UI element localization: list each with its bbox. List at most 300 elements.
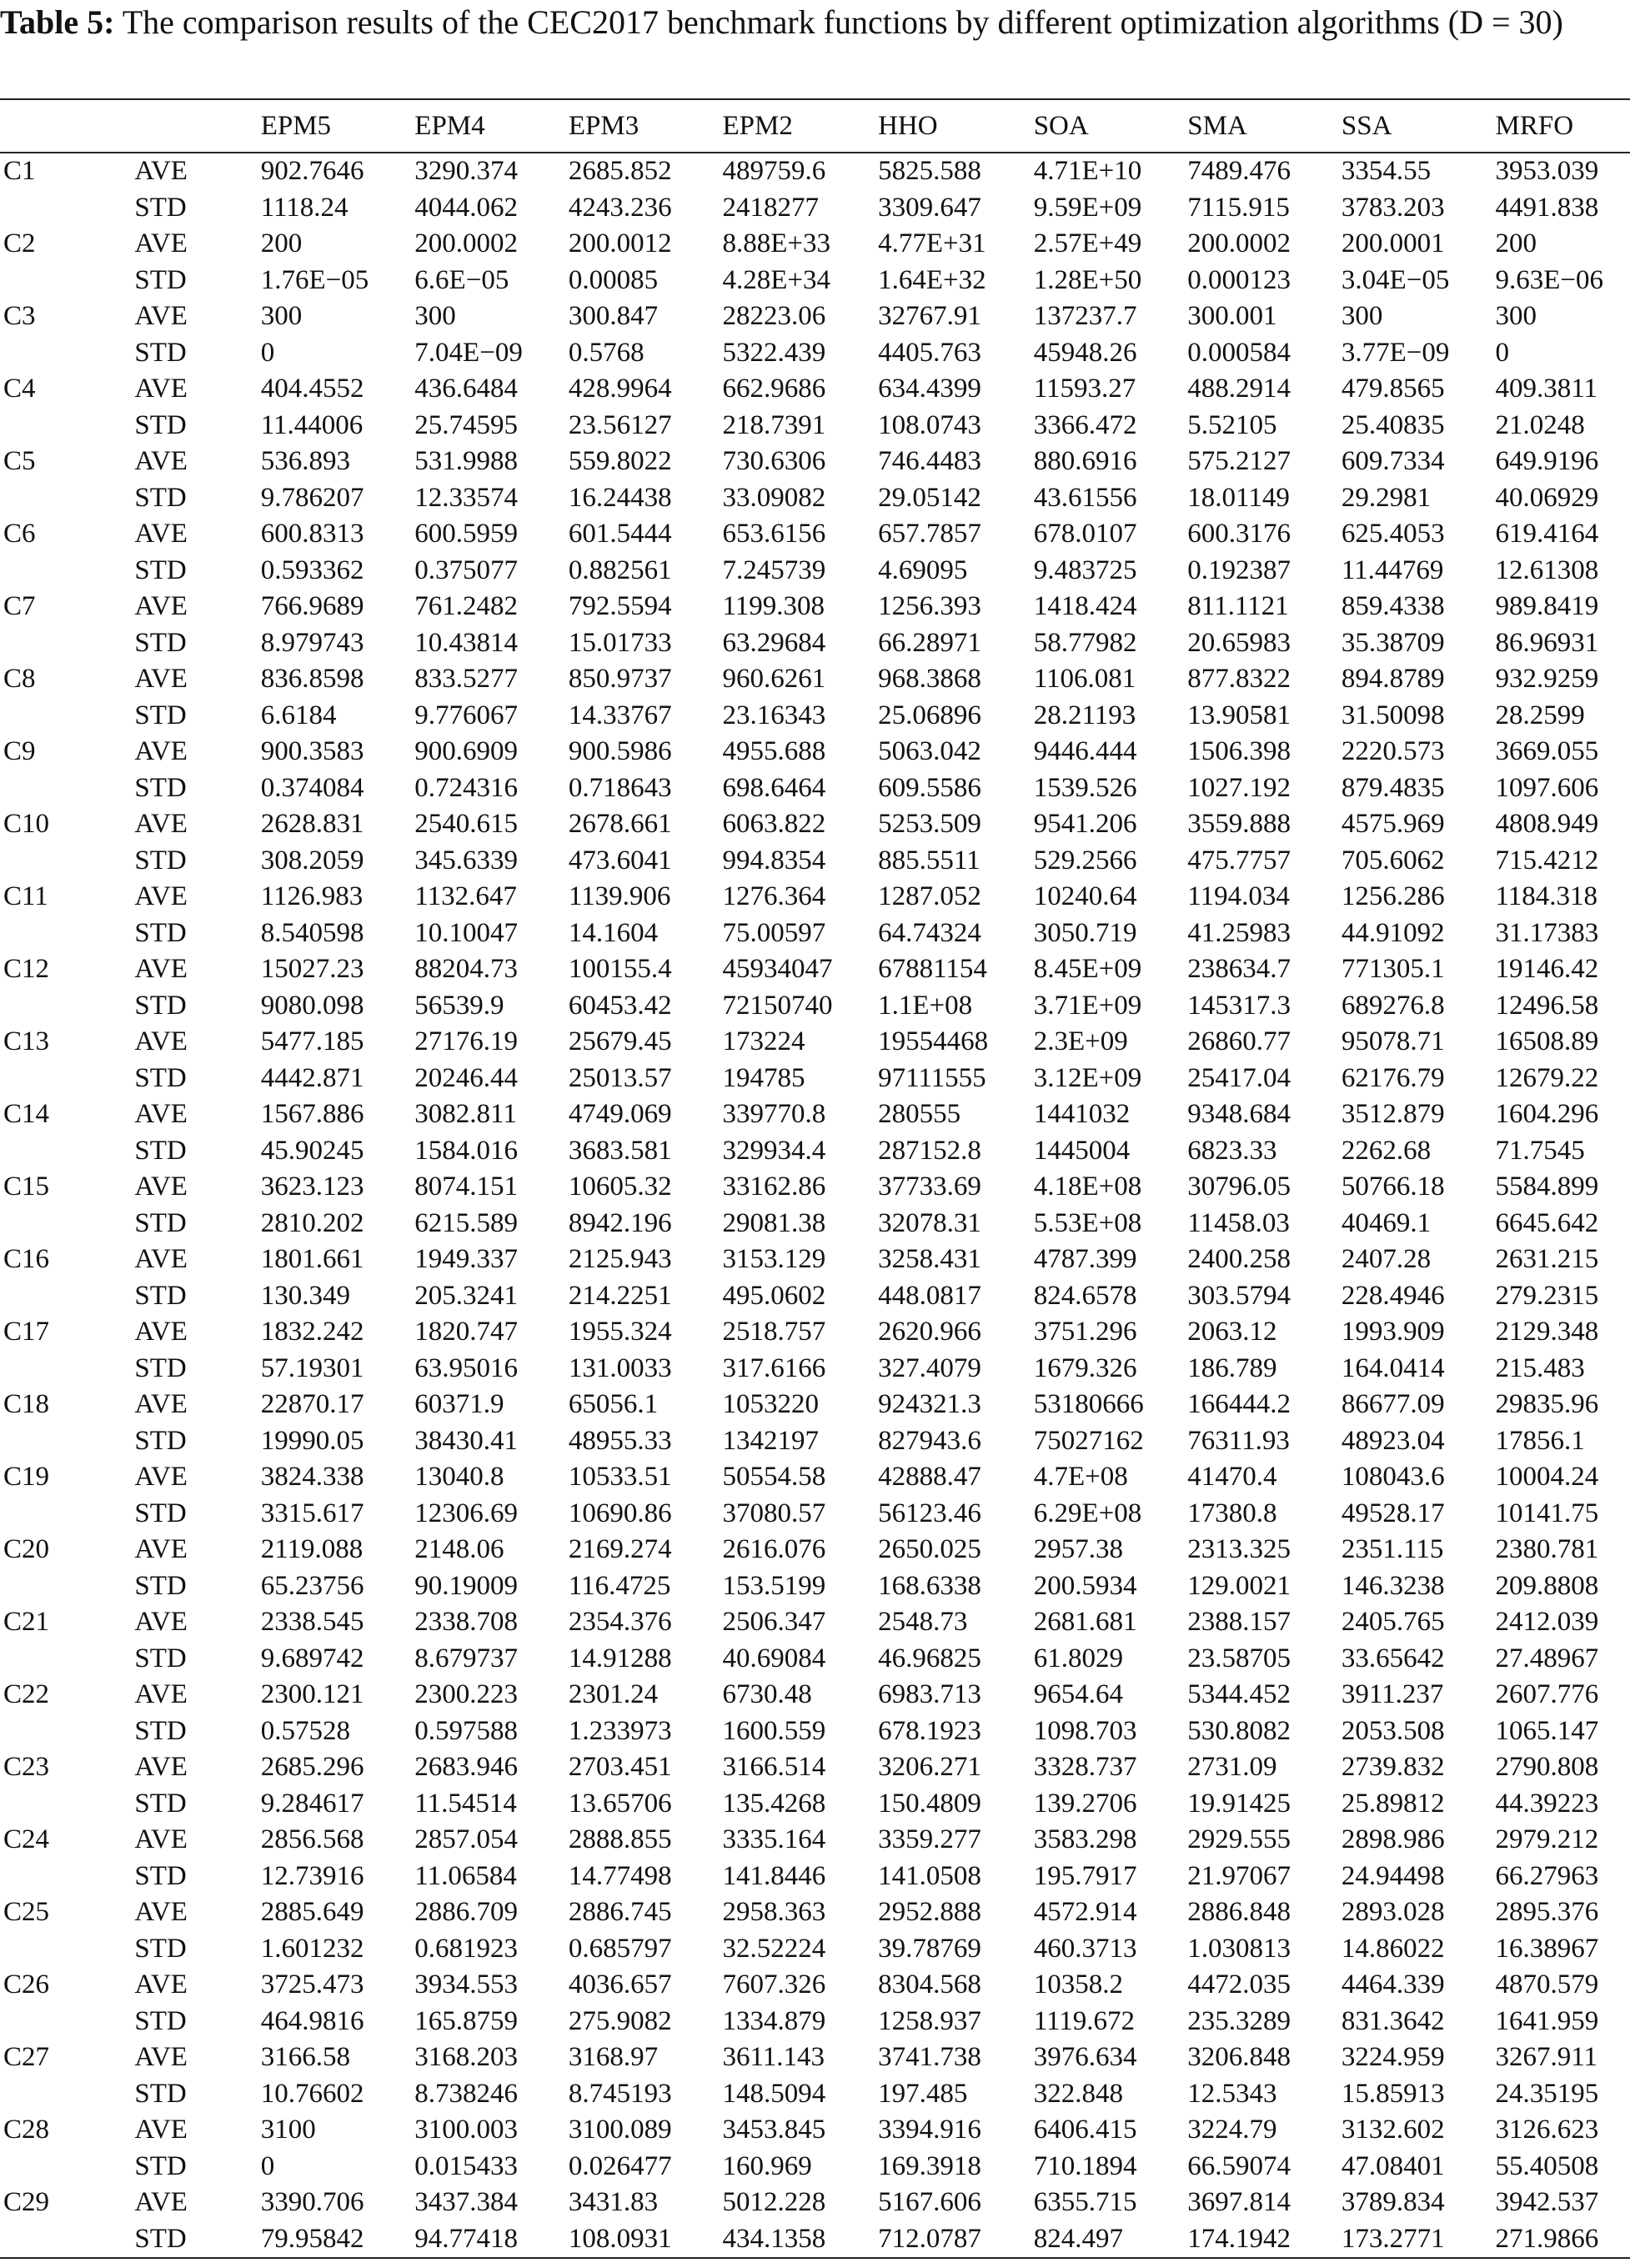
value-cell: 900.5986 [568, 736, 672, 767]
value-cell: 479.8565 [1341, 374, 1445, 404]
value-cell: 2628.831 [260, 809, 364, 840]
value-cell: 10141.75 [1495, 1498, 1599, 1528]
value-cell: 195.7917 [1033, 1860, 1137, 1891]
value-cell: 1256.286 [1341, 881, 1445, 912]
statistic-label: STD [134, 1352, 187, 1383]
value-cell: 2885.649 [260, 1897, 364, 1928]
value-cell: 37733.69 [878, 1172, 981, 1202]
value-cell: 2895.376 [1495, 1897, 1599, 1928]
value-cell: 150.4809 [878, 1788, 981, 1819]
value-cell: 135.4268 [722, 1788, 826, 1819]
statistic-label: AVE [134, 1752, 188, 1783]
value-cell: 2506.347 [722, 1607, 826, 1638]
value-cell: 2518.757 [722, 1317, 826, 1347]
statistic-label: STD [134, 337, 187, 368]
table-row [0, 916, 1630, 952]
value-cell: 15027.23 [260, 954, 364, 985]
value-cell: 11593.27 [1033, 374, 1136, 404]
value-cell: 4808.949 [1495, 809, 1599, 840]
value-cell: 6645.642 [1495, 1207, 1599, 1238]
table-row [0, 1641, 1630, 1678]
value-cell: 5584.899 [1495, 1172, 1599, 1202]
table-row [0, 1967, 1630, 2004]
value-cell: 8074.151 [414, 1172, 519, 1202]
value-cell: 1567.886 [260, 1099, 364, 1130]
table-row [0, 553, 1630, 590]
value-cell: 66.59074 [1187, 2150, 1291, 2181]
value-cell: 66.28971 [878, 627, 981, 658]
value-cell: 60453.42 [568, 990, 672, 1021]
value-cell: 166444.2 [1187, 1389, 1291, 1420]
statistic-label: AVE [134, 736, 188, 767]
value-cell: 730.6306 [722, 446, 826, 477]
value-cell: 30796.05 [1187, 1172, 1291, 1202]
value-cell: 529.2566 [1033, 845, 1137, 876]
statistic-label: AVE [134, 519, 188, 549]
value-cell: 40.69084 [722, 1643, 826, 1673]
value-cell: 3.71E+09 [1033, 990, 1142, 1021]
column-header: SMA [1187, 99, 1342, 153]
statistic-label: AVE [134, 1897, 188, 1928]
value-cell: 75027162 [1033, 1425, 1144, 1456]
column-header: SSA [1342, 99, 1496, 153]
value-cell: 9348.684 [1187, 1099, 1291, 1130]
value-cell: 2958.363 [722, 1897, 826, 1928]
value-cell: 45948.26 [1033, 337, 1137, 368]
value-cell: 46.96825 [878, 1643, 981, 1673]
value-cell: 2810.202 [260, 1207, 364, 1238]
value-cell: 32767.91 [878, 301, 981, 332]
value-cell: 4.77E+31 [878, 228, 986, 259]
value-cell: 20.65983 [1187, 627, 1291, 658]
value-cell: 3559.888 [1187, 809, 1291, 840]
statistic-label: AVE [134, 2042, 188, 2073]
value-cell: 924321.3 [878, 1389, 981, 1420]
function-label [0, 1931, 134, 1968]
value-cell: 148.5094 [722, 2078, 826, 2109]
value-cell: 3100 [260, 2115, 316, 2145]
value-cell: 409.3811 [1495, 374, 1598, 404]
value-cell: 6.6184 [260, 700, 337, 730]
table-row [0, 1242, 1630, 1278]
value-cell: 280555 [878, 1099, 961, 1130]
value-cell: 13.90581 [1187, 700, 1291, 730]
value-cell: 16.24438 [568, 482, 672, 513]
value-cell: 4.18E+08 [1033, 1172, 1142, 1202]
table-row [0, 1859, 1630, 1895]
value-cell: 2683.946 [414, 1752, 519, 1783]
statistic-label: AVE [134, 1172, 188, 1202]
table-row [0, 2112, 1630, 2149]
table-row [0, 1169, 1630, 1206]
statistic-label: AVE [134, 156, 188, 187]
value-cell: 824.497 [1034, 2221, 1188, 2259]
value-cell: 836.8598 [260, 664, 364, 695]
value-cell: 15.01733 [568, 627, 672, 658]
statistic-label: AVE [134, 1462, 188, 1493]
function-label [0, 916, 134, 952]
function-label [0, 988, 134, 1025]
value-cell: 86.96931 [1495, 627, 1599, 658]
value-cell: 53180666 [1033, 1389, 1144, 1420]
value-cell: 2548.73 [878, 1607, 968, 1638]
value-cell: 9541.206 [1033, 809, 1137, 840]
value-cell: 11.06584 [414, 1860, 517, 1891]
value-cell: 859.4338 [1341, 591, 1445, 622]
value-cell: 218.7391 [722, 409, 826, 440]
value-cell: 10.10047 [414, 917, 519, 948]
value-cell: 2262.68 [1341, 1135, 1432, 1166]
value-cell: 1119.672 [1033, 2005, 1136, 2036]
value-cell: 2338.708 [414, 1607, 519, 1638]
statistic-label: AVE [134, 1099, 188, 1130]
table-row [0, 299, 1630, 335]
value-cell: 600.3176 [1187, 519, 1291, 549]
function-label: C10 [3, 809, 50, 840]
value-cell: 575.2127 [1187, 446, 1291, 477]
value-cell: 4787.399 [1033, 1244, 1137, 1275]
value-cell: 141.0508 [878, 1860, 981, 1891]
value-cell: 2607.776 [1495, 1679, 1599, 1710]
value-cell: 9.786207 [260, 482, 364, 513]
value-cell: 164.0414 [1341, 1352, 1445, 1383]
table-row [0, 444, 1630, 480]
table-row [0, 843, 1630, 880]
value-cell: 45.90245 [260, 1135, 364, 1166]
table-row [0, 1133, 1630, 1170]
value-cell: 56539.9 [414, 990, 504, 1021]
value-cell: 902.7646 [260, 156, 364, 187]
value-cell: 25417.04 [1187, 1062, 1291, 1093]
value-cell: 1065.147 [1495, 1715, 1599, 1746]
value-cell: 1118.24 [260, 192, 349, 223]
value-cell: 2540.615 [414, 809, 519, 840]
value-cell: 5.53E+08 [1033, 1207, 1142, 1238]
value-cell: 3224.959 [1341, 2042, 1445, 2073]
table-row [0, 1314, 1630, 1351]
value-cell: 434.1358 [722, 2221, 878, 2259]
value-cell: 2313.325 [1187, 1534, 1291, 1565]
value-cell: 1027.192 [1187, 772, 1291, 803]
value-cell: 3206.271 [878, 1752, 981, 1783]
value-cell: 25.06896 [878, 700, 981, 730]
value-cell: 5.52105 [1187, 409, 1277, 440]
value-cell: 1.28E+50 [1033, 264, 1142, 295]
value-cell: 317.6166 [722, 1352, 826, 1383]
value-cell: 0.597588 [414, 1715, 519, 1746]
statistic-label: STD [134, 1062, 187, 1093]
value-cell: 1256.393 [878, 591, 981, 622]
table-row [0, 1387, 1630, 1423]
value-cell: 1820.747 [414, 1317, 519, 1347]
value-cell: 0 [260, 2150, 275, 2181]
value-cell: 12.73916 [260, 1860, 364, 1891]
value-cell: 792.5594 [568, 591, 672, 622]
value-cell: 1053220 [722, 1389, 819, 1420]
value-cell: 0.718643 [568, 772, 672, 803]
value-cell: 2169.274 [568, 1534, 672, 1565]
value-cell: 1342197 [722, 1425, 819, 1456]
value-cell: 436.6484 [414, 374, 519, 404]
value-cell: 771305.1 [1341, 954, 1445, 985]
value-cell: 186.789 [1187, 1352, 1277, 1383]
value-cell: 56123.46 [878, 1498, 981, 1528]
value-cell: 2220.573 [1341, 736, 1445, 767]
value-cell: 75.00597 [722, 917, 826, 948]
statistic-label: AVE [134, 1607, 188, 1638]
value-cell: 1.1E+08 [878, 990, 973, 1021]
table-row [0, 1931, 1630, 1968]
value-cell: 7607.326 [722, 1969, 826, 2000]
statistic-label: STD [134, 1788, 187, 1819]
value-cell: 1.601232 [260, 1933, 364, 1964]
value-cell: 3976.634 [1033, 2042, 1137, 2073]
column-header: MRFO [1495, 99, 1630, 153]
value-cell: 1641.959 [1495, 2005, 1599, 2036]
value-cell: 12679.22 [1495, 1062, 1599, 1093]
value-cell: 4575.969 [1341, 809, 1445, 840]
statistic-label: STD [134, 700, 187, 730]
value-cell: 3309.647 [878, 192, 981, 223]
value-cell: 48955.33 [568, 1425, 672, 1456]
value-cell: 72150740 [722, 990, 833, 1021]
value-cell: 19990.05 [260, 1425, 364, 1456]
value-cell: 827943.6 [878, 1425, 981, 1456]
value-cell: 39.78769 [878, 1933, 981, 1964]
value-cell: 0.5768 [568, 337, 644, 368]
value-cell: 1832.242 [260, 1317, 364, 1347]
table-row [0, 1714, 1630, 1750]
table-row [0, 879, 1630, 916]
value-cell: 50554.58 [722, 1462, 826, 1493]
value-cell: 129.0021 [1187, 1570, 1291, 1601]
value-cell: 26860.77 [1187, 1026, 1291, 1057]
function-label [0, 1278, 134, 1315]
value-cell: 2400.258 [1187, 1244, 1291, 1275]
value-cell: 12306.69 [414, 1498, 519, 1528]
value-cell: 9.776067 [414, 700, 519, 730]
function-label [0, 2076, 134, 2113]
value-cell: 33.09082 [722, 482, 826, 513]
value-cell: 705.6062 [1341, 845, 1445, 876]
statistic-label: STD [134, 1425, 187, 1456]
value-cell: 3697.814 [1187, 2187, 1291, 2218]
value-cell: 0.882561 [568, 554, 672, 585]
function-label: C9 [3, 736, 36, 767]
value-cell: 287152.8 [878, 1135, 981, 1166]
table-row [0, 1351, 1630, 1387]
value-cell: 71.7545 [1495, 1135, 1585, 1166]
table-row [0, 1024, 1630, 1061]
value-cell: 8.679737 [414, 1643, 519, 1673]
value-cell: 45934047 [722, 954, 833, 985]
value-cell: 174.1942 [1187, 2221, 1342, 2259]
value-cell: 4870.579 [1495, 1969, 1599, 2000]
value-cell: 279.2315 [1495, 1280, 1599, 1311]
value-cell: 2681.681 [1033, 1607, 1137, 1638]
value-cell: 3258.431 [878, 1244, 981, 1275]
statistic-label: AVE [134, 881, 188, 912]
value-cell: 300.001 [1187, 301, 1277, 332]
value-cell: 86677.09 [1341, 1389, 1445, 1420]
statistic-label: AVE [134, 228, 188, 259]
value-cell: 5825.588 [878, 156, 981, 187]
function-label: C27 [3, 2042, 50, 2073]
value-cell: 1098.703 [1033, 1715, 1137, 1746]
value-cell: 712.0787 [878, 2221, 1034, 2259]
value-cell: 8.979743 [260, 627, 364, 658]
value-cell: 14.33767 [568, 700, 672, 730]
table-row [0, 1278, 1630, 1315]
value-cell: 3783.203 [1341, 192, 1445, 223]
value-cell: 811.1121 [1187, 591, 1289, 622]
table-row [0, 1206, 1630, 1242]
value-cell: 165.8759 [414, 2005, 519, 2036]
value-cell: 2380.781 [1495, 1534, 1599, 1565]
value-cell: 25.74595 [414, 409, 519, 440]
table-row [0, 371, 1630, 408]
statistic-label: STD [134, 2150, 187, 2181]
value-cell: 6983.713 [878, 1679, 981, 1710]
value-cell: 2405.765 [1341, 1607, 1445, 1638]
function-label [0, 698, 134, 735]
value-cell: 10240.64 [1033, 881, 1137, 912]
value-cell: 2148.06 [414, 1534, 504, 1565]
value-cell: 3431.83 [568, 2187, 659, 2218]
table-row [0, 988, 1630, 1025]
value-cell: 57.19301 [260, 1352, 364, 1383]
value-cell: 710.1894 [1033, 2150, 1137, 2181]
function-label [0, 1351, 134, 1387]
value-cell: 238634.7 [1187, 954, 1291, 985]
function-label [0, 2004, 134, 2040]
value-cell: 3335.164 [722, 1824, 826, 1855]
value-cell: 900.3583 [260, 736, 364, 767]
value-cell: 4955.688 [722, 736, 826, 767]
value-cell: 153.5199 [722, 1570, 826, 1601]
value-cell: 10533.51 [568, 1462, 672, 1493]
function-label [0, 1496, 134, 1533]
value-cell: 2739.832 [1341, 1752, 1445, 1783]
value-cell: 8.45E+09 [1033, 954, 1142, 985]
value-cell: 2.57E+49 [1033, 228, 1142, 259]
value-cell: 14.86022 [1341, 1933, 1445, 1964]
column-header: SOA [1034, 99, 1188, 153]
value-cell: 609.7334 [1341, 446, 1445, 477]
statistic-label: STD [134, 264, 187, 295]
value-cell: 3824.338 [260, 1462, 364, 1493]
column-header: EPM5 [261, 99, 415, 153]
value-cell: 1955.324 [568, 1317, 672, 1347]
value-cell: 3082.811 [414, 1099, 517, 1130]
statistic-label: STD [134, 1280, 187, 1311]
statistic-label: AVE [134, 1969, 188, 2000]
value-cell: 460.3713 [1033, 1933, 1137, 1964]
value-cell: 41.25983 [1187, 917, 1291, 948]
column-header: EPM2 [722, 99, 878, 153]
value-cell: 24.35195 [1495, 2078, 1599, 2109]
function-label: C7 [3, 591, 36, 622]
value-cell: 2957.38 [1033, 1534, 1123, 1565]
value-cell: 19.91425 [1187, 1788, 1291, 1819]
value-cell: 662.9686 [722, 374, 826, 404]
value-cell: 3942.537 [1495, 2187, 1599, 2218]
statistic-label: AVE [134, 1534, 188, 1565]
function-label: C24 [3, 1824, 50, 1855]
function-label: C5 [3, 446, 36, 477]
table-row [0, 190, 1630, 227]
value-cell: 2407.28 [1341, 1244, 1432, 1275]
value-cell: 23.56127 [568, 409, 672, 440]
value-cell: 1679.326 [1033, 1352, 1137, 1383]
function-label: C28 [3, 2115, 50, 2145]
value-cell: 137237.7 [1033, 301, 1137, 332]
value-cell: 1139.906 [568, 881, 671, 912]
value-cell: 63.95016 [414, 1352, 519, 1383]
value-cell: 58.77982 [1033, 627, 1137, 658]
value-cell: 3290.374 [414, 156, 519, 187]
value-cell: 634.4399 [878, 374, 981, 404]
statistic-label: AVE [134, 2115, 188, 2145]
value-cell: 3789.834 [1341, 2187, 1445, 2218]
value-cell: 824.6578 [1033, 1280, 1137, 1311]
value-cell: 2886.745 [568, 1897, 672, 1928]
value-cell: 16508.89 [1495, 1026, 1599, 1057]
value-cell: 495.0602 [722, 1280, 826, 1311]
function-label: C13 [3, 1026, 50, 1057]
value-cell: 894.8789 [1341, 664, 1445, 695]
value-cell: 9654.64 [1033, 1679, 1123, 1710]
statistic-label: STD [134, 1135, 187, 1166]
value-cell: 900.6909 [414, 736, 519, 767]
function-label [0, 1133, 134, 1170]
function-label: C22 [3, 1679, 50, 1710]
table-row [0, 516, 1630, 553]
value-cell: 145317.3 [1187, 990, 1291, 1021]
value-cell: 4243.236 [568, 192, 672, 223]
value-cell: 2952.888 [878, 1897, 981, 1928]
value-cell: 197.485 [878, 2078, 968, 2109]
value-cell: 3583.298 [1033, 1824, 1137, 1855]
value-cell: 877.8322 [1187, 664, 1291, 695]
value-cell: 1.030813 [1187, 1933, 1291, 1964]
header-row [0, 99, 1630, 153]
value-cell: 6215.589 [414, 1207, 519, 1238]
value-cell: 4036.657 [568, 1969, 672, 2000]
value-cell: 2053.508 [1341, 1715, 1445, 1746]
value-cell: 2857.054 [414, 1824, 519, 1855]
statistic-label: STD [134, 2221, 260, 2259]
value-cell: 42888.47 [878, 1462, 981, 1493]
statistic-label: STD [134, 990, 187, 1021]
value-cell: 2893.028 [1341, 1897, 1445, 1928]
value-cell: 1.76E−05 [260, 264, 369, 295]
value-cell: 1106.081 [1033, 664, 1136, 695]
value-cell: 3611.143 [722, 2042, 825, 2073]
value-cell: 536.893 [260, 446, 350, 477]
value-cell: 879.4835 [1341, 772, 1445, 803]
value-cell: 10358.2 [1033, 1969, 1123, 2000]
value-cell: 40.06929 [1495, 482, 1599, 513]
value-cell: 7.04E−09 [414, 337, 523, 368]
value-cell: 228.4946 [1341, 1280, 1445, 1311]
value-cell: 1126.983 [260, 881, 364, 912]
value-cell: 404.4552 [260, 374, 364, 404]
value-cell: 146.3238 [1341, 1570, 1445, 1601]
value-cell: 10690.86 [568, 1498, 672, 1528]
statistic-label: STD [134, 1933, 187, 1964]
value-cell: 1506.398 [1187, 736, 1291, 767]
